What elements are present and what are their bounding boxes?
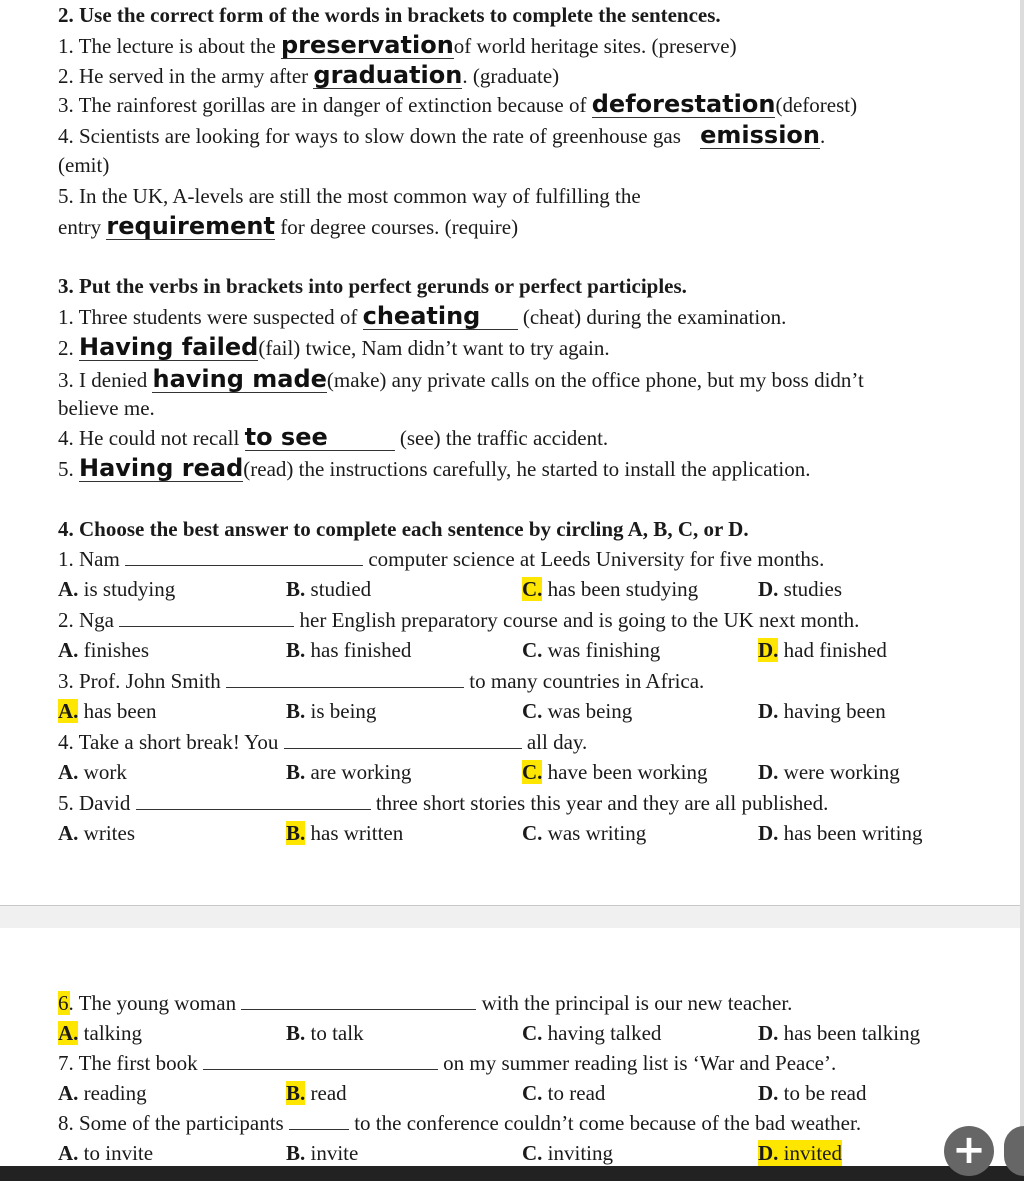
scrollbar-track[interactable] [1020,0,1024,1168]
mcq-option-3-c[interactable] [522,698,632,724]
option-text: were working [778,760,900,784]
ex2-q2-answer: graduation [313,61,463,89]
mcq-option-7-c[interactable] [522,1080,605,1106]
option-letter: B. [286,699,306,723]
mcq-option-4-a[interactable] [58,759,127,785]
option-text: talking [78,1021,142,1045]
option-letter: D. [758,1081,779,1105]
option-letter: B. [286,638,306,662]
answer-blank[interactable] [125,547,363,566]
answer-blank[interactable] [284,730,522,749]
ex3-q1-answer: cheating [363,303,518,330]
mcq-question-7 [58,1050,836,1076]
ex2-heading: 2. Use the correct form of the words in brackets to complete the sentences. [58,3,721,27]
option-letter: B. [286,1141,306,1165]
option-letter: D. [758,1021,779,1045]
mcq-question-tail: her English preparatory course and is going to the UK next month. [294,608,860,632]
ex2-q1-answer: preservation [280,31,454,59]
option-text: studied [305,577,372,601]
option-text: has written [305,821,404,845]
option-text: have been working [542,760,708,784]
option-text: had finished [778,638,887,662]
option-letter: C. [522,821,543,845]
mcq-question-text: 7. The first book [58,1051,203,1075]
ex2-q1: 1. The lecture is about the preservationof world heritage sites. (preserve) [58,31,737,59]
mcq-option-2-c[interactable] [522,637,660,663]
ex2-q5: entry requirement for degree courses. (require) [58,212,519,240]
mcq-question-text: 8. Some of the participants [58,1111,289,1135]
answer-blank[interactable] [289,1111,349,1130]
ex2-q4: 4. Scientists are looking for ways to slow down the rate of greenhouse gas emission. [58,121,826,149]
option-text: invite [305,1141,359,1165]
option-letter: B. [286,577,306,601]
option-letter: D. [758,638,779,662]
option-text: finishes [78,638,149,662]
option-letter: C. [522,1081,543,1105]
mcq-option-8-c[interactable] [522,1140,613,1166]
mcq-option-2-b[interactable] [286,637,411,663]
option-text: has been studying [542,577,699,601]
option-letter: B. [286,1021,306,1045]
mcq-question-6 [58,990,792,1016]
option-letter: A. [58,577,79,601]
mcq-question-3 [58,668,704,694]
mcq-option-1-b[interactable] [286,576,371,602]
option-letter: D. [758,760,779,784]
mcq-option-3-b[interactable] [286,698,376,724]
mcq-question-tail: to the conference couldn’t come because of the bad weather. [348,1111,862,1135]
ex2-q5-line1: 5. In the UK, A-levels are still the most common way of fulfilling the [58,184,641,208]
mcq-option-6-d[interactable] [758,1020,920,1046]
mcq-question-tail: to many countries in Africa. [464,669,705,693]
mcq-question-2 [58,607,859,633]
option-letter: D. [758,821,779,845]
option-letter: B. [286,821,306,845]
mcq-question-text: 4. Take a short break! You [58,730,284,754]
mcq-question-1 [58,546,824,572]
option-text: was finishing [542,638,661,662]
add-icon-button[interactable]: + [944,1126,994,1176]
mcq-question-tail: all day. [521,730,588,754]
option-letter: A. [58,1141,79,1165]
option-letter: C. [522,1021,543,1045]
option-text: has been [78,699,157,723]
mcq-option-2-a[interactable] [58,637,149,663]
mcq-option-5-a[interactable] [58,820,135,846]
mcq-option-4-d[interactable] [758,759,900,785]
option-letter: C. [522,1141,543,1165]
answer-blank[interactable] [241,991,476,1010]
option-text: is being [305,699,377,723]
answer-blank[interactable] [226,669,464,688]
option-text: has been writing [778,821,923,845]
mcq-option-7-a[interactable] [58,1080,147,1106]
answer-blank[interactable] [119,608,294,627]
answer-blank[interactable] [203,1051,438,1070]
option-text: was writing [542,821,647,845]
option-letter: D. [758,1141,779,1165]
option-text: having talked [542,1021,662,1045]
answer-blank[interactable] [136,791,371,810]
option-text: to read [542,1081,606,1105]
ex3-q5-answer: Having read [79,454,244,482]
mcq-option-8-b[interactable] [286,1140,358,1166]
option-letter: A. [58,1081,79,1105]
mcq-question-text: 2. Nga [58,608,120,632]
option-text: having been [778,699,886,723]
mcq-option-4-c[interactable] [522,759,707,785]
mcq-option-1-d[interactable] [758,576,842,602]
ex3-q2-answer: Having failed [79,333,259,361]
option-letter: A. [58,821,79,845]
mcq-question-text: 1. Nam [58,547,126,571]
mcq-option-5-b[interactable] [286,820,403,846]
option-letter: D. [758,699,779,723]
mcq-option-7-d[interactable] [758,1080,866,1106]
mcq-option-7-b[interactable] [286,1080,347,1106]
ex2-q5-answer: requirement [106,212,275,240]
bottom-bar [0,1166,1024,1181]
option-text: to be read [778,1081,867,1105]
option-text: writes [78,821,135,845]
mcq-question-8 [58,1110,861,1136]
mcq-question-tail: three short stories this year and they are all published. [370,791,829,815]
mcq-question-text: 6. The young woman [58,991,242,1015]
ex2-q4-answer: emission [700,121,821,149]
mcq-option-5-d[interactable] [758,820,922,846]
ex2-q3-answer: deforestation [591,90,776,118]
option-letter: A. [58,760,79,784]
option-text: inviting [542,1141,614,1165]
option-letter: C. [522,699,543,723]
mcq-option-6-c[interactable] [522,1020,661,1046]
option-letter: D. [758,577,779,601]
option-text: reading [78,1081,147,1105]
mcq-option-2-d[interactable] [758,637,887,663]
mcq-option-4-b[interactable] [286,759,411,785]
mcq-option-5-c[interactable] [522,820,646,846]
mcq-question-text: 3. Prof. John Smith [58,669,227,693]
mcq-question-tail: on my summer reading list is ‘War and Peace’. [437,1051,837,1075]
option-text: was being [542,699,633,723]
mcq-option-8-a[interactable] [58,1140,153,1166]
mcq-option-6-b[interactable] [286,1020,364,1046]
ex3-q3-answer: having made [152,365,327,393]
mcq-question-5 [58,790,828,816]
worksheet-page-2 [0,928,1024,1168]
ex3-q5: 5. Having read(read) the instructions carefully, he started to install the application. [58,454,811,482]
option-text: work [78,760,127,784]
ex3-q2: 2. Having failed(fail) twice, Nam didn’t want to try again. [58,333,610,361]
option-text: to invite [78,1141,154,1165]
option-letter: A. [58,699,79,723]
ex3-q4: 4. He could not recall to see (see) the traffic accident. [58,423,609,451]
option-letter: B. [286,1081,306,1105]
mcq-question-text: 5. David [58,791,136,815]
option-text: read [305,1081,347,1105]
option-text: invited [778,1141,842,1165]
ex3-q3-line2: believe me. [58,396,155,420]
mcq-question-tail: computer science at Leeds University for five months. [363,547,825,571]
option-letter: A. [58,1021,79,1045]
ex2-q2: 2. He served in the army after graduation. (graduate) [58,61,560,89]
option-text: studies [778,577,843,601]
ex3-q1: 1. Three students were suspected of cheating (cheat) during the examination. [58,302,787,330]
mcq-option-1-a[interactable] [58,576,175,602]
ex4-heading: 4. Choose the best answer to complete each sentence by circling A, B, C, or D. [58,517,749,541]
option-letter: C. [522,577,543,601]
ex2-q3: 3. The rainforest gorillas are in danger of extinction because of deforestation(deforest) [58,90,858,118]
ex2-q4-line2: (emit) [58,153,110,177]
option-text: has been talking [778,1021,921,1045]
option-letter: C. [522,760,543,784]
mcq-option-1-c[interactable] [522,576,698,602]
mcq-question-4 [58,729,587,755]
option-text: has finished [305,638,412,662]
option-letter: C. [522,638,543,662]
ex3-q3: 3. I denied having made(make) any private calls on the office phone, but my boss didn’t [58,365,864,393]
mcq-question-tail: with the principal is our new teacher. [476,991,793,1015]
page-gap [0,905,1024,930]
ex3-heading: 3. Put the verbs in brackets into perfect gerunds or perfect participles. [58,274,687,298]
mcq-option-3-d[interactable] [758,698,886,724]
option-text: are working [305,760,412,784]
option-text: is studying [78,577,176,601]
option-text: to talk [305,1021,364,1045]
mcq-option-3-a[interactable] [58,698,157,724]
mcq-option-6-a[interactable] [58,1020,142,1046]
option-letter: A. [58,638,79,662]
mcq-option-8-d[interactable] [758,1140,842,1166]
option-letter: B. [286,760,306,784]
ex3-q4-answer: to see [245,424,395,451]
